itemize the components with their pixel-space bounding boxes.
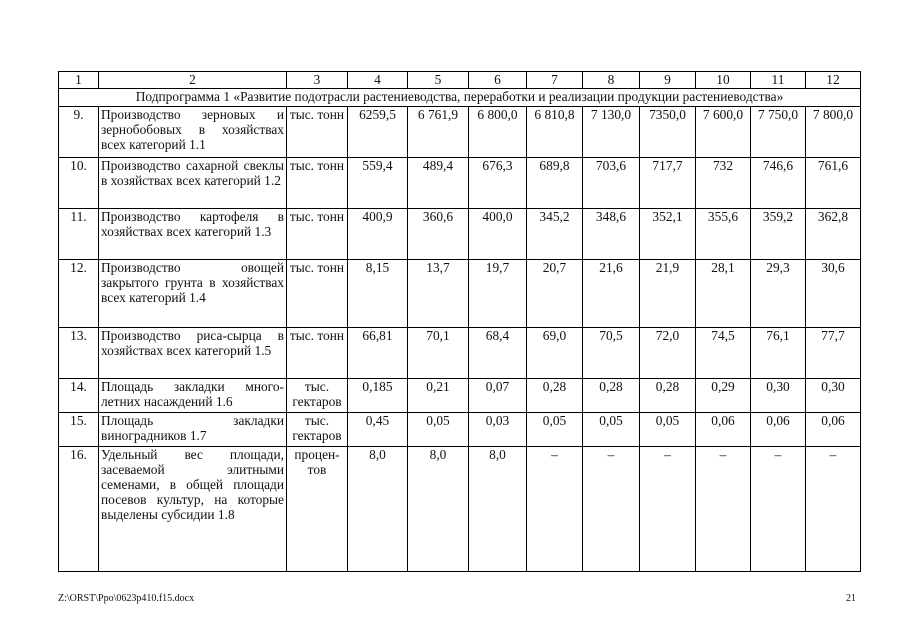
value-cell: – [640, 447, 696, 572]
header-cell: 6 [469, 72, 527, 89]
header-cell: 7 [527, 72, 583, 89]
value-cell: 8,0 [348, 447, 408, 572]
value-cell: 360,6 [408, 209, 469, 260]
value-cell: 7 130,0 [583, 107, 640, 158]
value-cell: 0,06 [696, 413, 751, 447]
table-row [59, 447, 861, 572]
value-cell: 345,2 [527, 209, 583, 260]
value-cell: – [527, 447, 583, 572]
value-cell: 0,21 [408, 379, 469, 413]
value-cell: 77,7 [806, 328, 861, 379]
row-number: 16. [59, 447, 99, 572]
table-body [59, 107, 861, 572]
header-cell: 9 [640, 72, 696, 89]
value-cell: 7350,0 [640, 107, 696, 158]
value-cell: 6 800,0 [469, 107, 527, 158]
value-cell: 28,1 [696, 260, 751, 328]
value-cell: 7 800,0 [806, 107, 861, 158]
value-cell: 489,4 [408, 158, 469, 209]
unit-cell: тыс. гектаров [287, 413, 348, 447]
page-number: 21 [846, 593, 856, 604]
value-cell: 0,185 [348, 379, 408, 413]
value-cell: 355,6 [696, 209, 751, 260]
value-cell: – [583, 447, 640, 572]
value-cell: 69,0 [527, 328, 583, 379]
row-number: 14. [59, 379, 99, 413]
indicator-name: Производство сахарной свеклы в хозяйствах всех категорий 1.2 [99, 158, 287, 209]
value-cell: – [751, 447, 806, 572]
indicators-table [58, 71, 861, 572]
unit-cell: тыс. тонн [287, 158, 348, 209]
value-cell: 0,45 [348, 413, 408, 447]
header-cell: 2 [99, 72, 287, 89]
value-cell: 559,4 [348, 158, 408, 209]
table-row [59, 107, 861, 158]
table-row [59, 379, 861, 413]
value-cell: 0,05 [527, 413, 583, 447]
indicator-name: Производство риса-сырца в хозяйствах всех категорий 1.5 [99, 328, 287, 379]
value-cell: 0,03 [469, 413, 527, 447]
value-cell: 359,2 [751, 209, 806, 260]
value-cell: 21,6 [583, 260, 640, 328]
value-cell: – [806, 447, 861, 572]
subprogram-row [59, 89, 861, 107]
value-cell: 0,06 [751, 413, 806, 447]
value-cell: 7 600,0 [696, 107, 751, 158]
header-cell: 4 [348, 72, 408, 89]
value-cell: 717,7 [640, 158, 696, 209]
value-cell: 19,7 [469, 260, 527, 328]
value-cell: 0,29 [696, 379, 751, 413]
row-number: 15. [59, 413, 99, 447]
subprogram-title: Подпрограмма 1 «Развитие подотрасли растениеводства, переработки и реализации продукции растениеводства» [59, 89, 861, 107]
value-cell: 13,7 [408, 260, 469, 328]
unit-cell: тыс. тонн [287, 328, 348, 379]
value-cell: 8,0 [408, 447, 469, 572]
unit-cell: тыс. тонн [287, 260, 348, 328]
value-cell: 676,3 [469, 158, 527, 209]
value-cell: 0,05 [640, 413, 696, 447]
value-cell: 352,1 [640, 209, 696, 260]
value-cell: 0,07 [469, 379, 527, 413]
value-cell: 68,4 [469, 328, 527, 379]
value-cell: 29,3 [751, 260, 806, 328]
value-cell: 7 750,0 [751, 107, 806, 158]
value-cell: 20,7 [527, 260, 583, 328]
value-cell: 66,81 [348, 328, 408, 379]
unit-cell: тыс. тонн [287, 209, 348, 260]
value-cell: 70,1 [408, 328, 469, 379]
value-cell: 21,9 [640, 260, 696, 328]
value-cell: 0,28 [640, 379, 696, 413]
row-number: 13. [59, 328, 99, 379]
column-number-header [59, 72, 861, 89]
value-cell: 400,0 [469, 209, 527, 260]
row-number: 11. [59, 209, 99, 260]
table-row [59, 260, 861, 328]
row-number: 12. [59, 260, 99, 328]
value-cell: 400,9 [348, 209, 408, 260]
header-cell: 11 [751, 72, 806, 89]
value-cell: 362,8 [806, 209, 861, 260]
value-cell: 6 810,8 [527, 107, 583, 158]
indicator-name: Удельный вес площади, засеваемой элитными семенами, в общей площади посевов культур, на которые выделены субсидии 1.8 [99, 447, 287, 572]
value-cell: 703,6 [583, 158, 640, 209]
header-cell: 3 [287, 72, 348, 89]
value-cell: 8,0 [469, 447, 527, 572]
unit-cell: тыс. гектаров [287, 379, 348, 413]
value-cell: 348,6 [583, 209, 640, 260]
value-cell: 0,30 [751, 379, 806, 413]
value-cell: 6259,5 [348, 107, 408, 158]
value-cell: 0,30 [806, 379, 861, 413]
indicator-name: Площадь закладки виноградников 1.7 [99, 413, 287, 447]
value-cell: 0,28 [583, 379, 640, 413]
value-cell: – [696, 447, 751, 572]
footer-file-path: Z:\ORST\Ppo\0623p410.f15.docx [58, 593, 195, 604]
value-cell: 0,28 [527, 379, 583, 413]
value-cell: 72,0 [640, 328, 696, 379]
value-cell: 8,15 [348, 260, 408, 328]
header-cell: 8 [583, 72, 640, 89]
unit-cell: процен-тов [287, 447, 348, 572]
unit-cell: тыс. тонн [287, 107, 348, 158]
table-row [59, 328, 861, 379]
table-row [59, 413, 861, 447]
value-cell: 76,1 [751, 328, 806, 379]
header-cell: 5 [408, 72, 469, 89]
value-cell: 6 761,9 [408, 107, 469, 158]
indicator-name: Производство зерновых и зернобобовых в хозяйствах всех категорий 1.1 [99, 107, 287, 158]
value-cell: 30,6 [806, 260, 861, 328]
value-cell: 0,05 [408, 413, 469, 447]
value-cell: 0,06 [806, 413, 861, 447]
table-row [59, 158, 861, 209]
table-row [59, 209, 861, 260]
value-cell: 732 [696, 158, 751, 209]
row-number: 10. [59, 158, 99, 209]
value-cell: 689,8 [527, 158, 583, 209]
value-cell: 746,6 [751, 158, 806, 209]
indicator-name: Производство овощей закрытого грунта в хозяйствах всех категорий 1.4 [99, 260, 287, 328]
header-cell: 1 [59, 72, 99, 89]
indicator-name: Площадь закладки много-летних насаждений 1.6 [99, 379, 287, 413]
indicator-name: Производство картофеля в хозяйствах всех категорий 1.3 [99, 209, 287, 260]
value-cell: 70,5 [583, 328, 640, 379]
value-cell: 761,6 [806, 158, 861, 209]
value-cell: 74,5 [696, 328, 751, 379]
header-cell: 12 [806, 72, 861, 89]
value-cell: 0,05 [583, 413, 640, 447]
header-cell: 10 [696, 72, 751, 89]
row-number: 9. [59, 107, 99, 158]
